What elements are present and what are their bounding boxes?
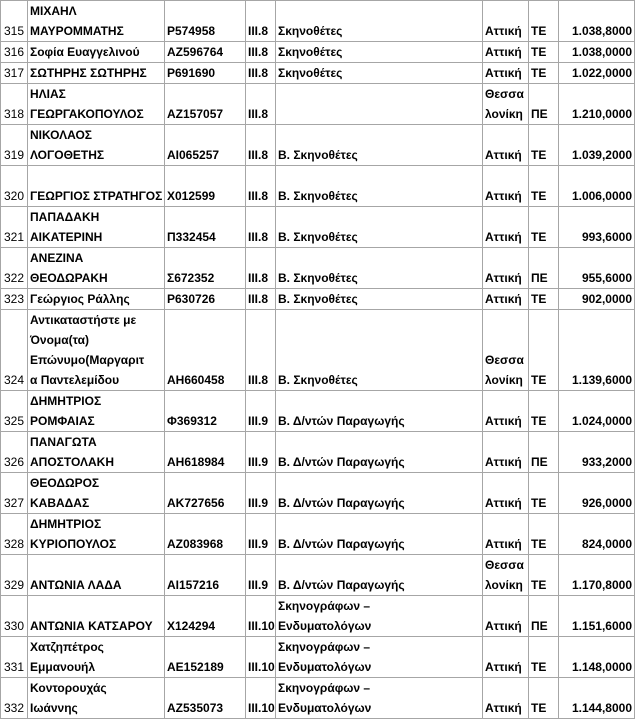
- region-cell-line: Αττική: [485, 660, 522, 674]
- level-cell: ΤΕ: [529, 125, 559, 166]
- code-cell: ΙΙΙ.8: [246, 42, 276, 63]
- name-cell-line: [30, 166, 162, 186]
- table-row: [1, 391, 635, 432]
- name-cell-line: Χατζηπέτρος: [30, 640, 104, 654]
- name-cell-line: ΜΙΧΑΗΛ: [30, 4, 77, 18]
- code-cell: ΙΙΙ.10: [246, 678, 276, 719]
- region-cell: [483, 1, 529, 42]
- score-cell: 902,0000: [559, 289, 635, 310]
- region-cell: [483, 166, 529, 207]
- name-cell: [28, 514, 165, 555]
- name-cell-line: ΑΙΚΑΤΕΡΙΝΗ: [30, 230, 103, 244]
- table-row: [1, 166, 635, 207]
- score-cell: 1.144,8000: [559, 678, 635, 719]
- score-cell: 933,2000: [559, 432, 635, 473]
- row-number: 318: [1, 84, 28, 125]
- table-row: [1, 596, 635, 637]
- name-cell: [28, 248, 165, 289]
- table-row: [1, 310, 635, 391]
- region-cell: [483, 391, 529, 432]
- specialty-cell: [276, 432, 483, 473]
- code-cell: ΙΙΙ.8: [246, 207, 276, 248]
- specialty-cell: [276, 310, 483, 391]
- name-cell-line: ΑΝΤΩΝΙΑ ΛΑΔΑ: [30, 578, 122, 592]
- name-cell: [28, 63, 165, 84]
- specialty-cell: [276, 207, 483, 248]
- region-cell-line: Αττική: [485, 24, 522, 38]
- name-cell: [28, 125, 165, 166]
- table-row: [1, 1, 635, 42]
- specialty-cell-line: Β. Δ/ντών Παραγωγής: [278, 537, 405, 551]
- name-cell: [28, 166, 165, 207]
- code-cell: ΙΙΙ.10: [246, 596, 276, 637]
- specialty-cell: [276, 166, 483, 207]
- specialty-cell: [276, 678, 483, 719]
- level-cell: ΤΕ: [529, 391, 559, 432]
- region-cell-line: Αττική: [485, 455, 522, 469]
- score-cell: 1.148,0000: [559, 637, 635, 678]
- score-cell: 1.024,0000: [559, 391, 635, 432]
- specialty-cell-line: Β. Δ/ντών Παραγωγής: [278, 414, 405, 428]
- specialty-cell: [276, 63, 483, 84]
- region-cell-line: Θεσσα: [485, 558, 524, 572]
- specialty-cell-line: Β. Σκηνοθέτες: [278, 373, 358, 387]
- specialty-cell-line: Ενδυματολόγων: [278, 660, 372, 674]
- region-cell-line: Αττική: [485, 414, 522, 428]
- name-cell-line: α Παντελεμίδου: [30, 373, 120, 387]
- specialty-cell-line: Β. Σκηνοθέτες: [278, 292, 358, 306]
- name-cell: [28, 289, 165, 310]
- specialty-cell: [276, 248, 483, 289]
- level-cell: ΤΕ: [529, 63, 559, 84]
- row-number: 319: [1, 125, 28, 166]
- region-cell-line: Αττική: [485, 230, 522, 244]
- name-cell-line: ΔΗΜΗΤΡΙΟΣ: [30, 394, 102, 408]
- specialty-cell: [276, 289, 483, 310]
- name-cell-line: ΠΑΝΑΓΩΤΑ: [30, 435, 97, 449]
- name-cell-line: ΔΗΜΗΤΡΙΟΣ: [30, 517, 102, 531]
- level-cell: ΤΕ: [529, 678, 559, 719]
- specialty-cell: [276, 84, 483, 125]
- specialty-cell-line: Σκηνογράφων –: [278, 599, 371, 613]
- score-cell: 926,0000: [559, 473, 635, 514]
- score-cell: 955,6000: [559, 248, 635, 289]
- id-cell: Χ012599: [165, 166, 246, 207]
- id-cell: ΑΙ157216: [165, 555, 246, 596]
- table-row: [1, 84, 635, 125]
- name-cell-line: ΓΕΩΡΓΙΟΣ ΣΤΡΑΤΗΓΟΣ: [30, 189, 163, 203]
- specialty-cell-line: Β. Σκηνοθέτες: [278, 189, 358, 203]
- region-cell: [483, 207, 529, 248]
- region-cell-line: λονίκη: [485, 107, 523, 121]
- specialty-cell-line: Β. Σκηνοθέτες: [278, 148, 358, 162]
- specialty-cell: [276, 637, 483, 678]
- name-cell-line: Γεώργιος Ράλλης: [30, 292, 130, 306]
- id-cell: ΑΗ660458: [165, 310, 246, 391]
- table-row: [1, 207, 635, 248]
- code-cell: ΙΙΙ.8: [246, 63, 276, 84]
- code-cell: ΙΙΙ.8: [246, 84, 276, 125]
- specialty-cell-line: Β. Δ/ντών Παραγωγής: [278, 578, 405, 592]
- score-cell: 993,6000: [559, 207, 635, 248]
- name-cell-line: ΠΑΠΑΔΑΚΗ: [30, 210, 100, 224]
- region-cell-line: Αττική: [485, 292, 522, 306]
- specialty-cell: [276, 42, 483, 63]
- specialty-cell: [276, 555, 483, 596]
- name-cell: [28, 432, 165, 473]
- region-cell: [483, 42, 529, 63]
- name-cell-line: ΘΕΟΔΩΡΑΚΗ: [30, 271, 108, 285]
- level-cell: ΠΕ: [529, 432, 559, 473]
- code-cell: ΙΙΙ.9: [246, 432, 276, 473]
- table-row: [1, 473, 635, 514]
- specialty-cell-line: Β. Σκηνοθέτες: [278, 271, 358, 285]
- score-cell: 1.022,0000: [559, 63, 635, 84]
- level-cell: ΤΕ: [529, 207, 559, 248]
- region-cell-line: Αττική: [485, 271, 522, 285]
- name-cell-line: ΗΛΙΑΣ: [30, 87, 66, 101]
- row-number: 324: [1, 310, 28, 391]
- row-number: 332: [1, 678, 28, 719]
- code-cell: ΙΙΙ.10: [246, 637, 276, 678]
- name-cell-line: ΑΝΕΖΙΝΑ: [30, 251, 84, 265]
- region-cell: [483, 248, 529, 289]
- specialty-cell-line: Σκηνογράφων –: [278, 681, 371, 695]
- id-cell: Ρ630726: [165, 289, 246, 310]
- id-cell: ΑΗ618984: [165, 432, 246, 473]
- specialty-cell: [276, 1, 483, 42]
- region-cell-line: Αττική: [485, 537, 522, 551]
- table-row: [1, 514, 635, 555]
- code-cell: ΙΙΙ.8: [246, 289, 276, 310]
- name-cell-line: Αντικαταστήστε με: [30, 313, 137, 327]
- level-cell: ΠΕ: [529, 248, 559, 289]
- name-cell-line: ΜΑΥΡΟΜΜΑΤΗΣ: [30, 24, 124, 38]
- region-cell: [483, 125, 529, 166]
- level-cell: ΤΕ: [529, 473, 559, 514]
- region-cell: [483, 289, 529, 310]
- level-cell: ΤΕ: [529, 289, 559, 310]
- row-number: 320: [1, 166, 28, 207]
- level-cell: ΤΕ: [529, 637, 559, 678]
- row-number: 329: [1, 555, 28, 596]
- id-cell: ΑΕ152189: [165, 637, 246, 678]
- table-row: [1, 42, 635, 63]
- region-cell: [483, 63, 529, 84]
- specialty-cell: [276, 125, 483, 166]
- score-cell: 1.139,6000: [559, 310, 635, 391]
- region-cell: [483, 514, 529, 555]
- region-cell: [483, 310, 529, 391]
- score-cell: 1.038,0000: [559, 42, 635, 63]
- id-cell: ΑΖ535073: [165, 678, 246, 719]
- specialty-cell-line: Ενδυματολόγων: [278, 701, 372, 715]
- table-row: [1, 555, 635, 596]
- code-cell: ΙΙΙ.8: [246, 166, 276, 207]
- id-cell: Σ672352: [165, 248, 246, 289]
- region-cell: [483, 473, 529, 514]
- id-cell: Χ124294: [165, 596, 246, 637]
- code-cell: ΙΙΙ.9: [246, 514, 276, 555]
- table-row: [1, 678, 635, 719]
- row-number: 331: [1, 637, 28, 678]
- region-cell: [483, 596, 529, 637]
- score-cell: 1.170,8000: [559, 555, 635, 596]
- id-cell: ΑΚ727656: [165, 473, 246, 514]
- region-cell-line: Αττική: [485, 148, 522, 162]
- name-cell-line: ΝΙΚΟΛΑΟΣ: [30, 128, 93, 142]
- table-row: [1, 432, 635, 473]
- name-cell: [28, 678, 165, 719]
- name-cell-line: Ιωάννης: [30, 701, 78, 715]
- table-row: [1, 125, 635, 166]
- level-cell: ΤΕ: [529, 166, 559, 207]
- name-cell-line: ΑΝΤΩΝΙΑ ΚΑΤΣΑΡΟΥ: [30, 619, 153, 633]
- specialty-cell: [276, 391, 483, 432]
- name-cell-line: ΚΑΒΑΔΑΣ: [30, 496, 90, 510]
- specialty-cell-line: Σκηνοθέτες: [278, 45, 343, 59]
- name-cell-line: Επώνυμο(Μαργαριτ: [30, 353, 145, 367]
- name-cell-line: Σοφία Ευαγγελινού: [30, 45, 140, 59]
- name-cell-line: Όνομα(τα): [30, 333, 90, 347]
- score-cell: 1.210,0000: [559, 84, 635, 125]
- code-cell: ΙΙΙ.8: [246, 125, 276, 166]
- score-cell: 1.151,6000: [559, 596, 635, 637]
- region-cell-line: Αττική: [485, 66, 522, 80]
- specialty-cell-line: Β. Δ/ντών Παραγωγής: [278, 496, 405, 510]
- id-cell: Ρ574958: [165, 1, 246, 42]
- level-cell: ΤΕ: [529, 42, 559, 63]
- score-cell: 824,0000: [559, 514, 635, 555]
- id-cell: Φ369312: [165, 391, 246, 432]
- name-cell: [28, 555, 165, 596]
- row-number: 315: [1, 1, 28, 42]
- name-cell-line: ΚΥΡΙΟΠΟΥΛΟΣ: [30, 537, 117, 551]
- region-cell: [483, 84, 529, 125]
- row-number: 330: [1, 596, 28, 637]
- name-cell: [28, 310, 165, 391]
- row-number: 322: [1, 248, 28, 289]
- name-cell-line: ΑΠΟΣΤΟΛΑΚΗ: [30, 455, 114, 469]
- table-row: [1, 248, 635, 289]
- row-number: 323: [1, 289, 28, 310]
- name-cell: [28, 84, 165, 125]
- code-cell: ΙΙΙ.9: [246, 555, 276, 596]
- code-cell: ΙΙΙ.9: [246, 473, 276, 514]
- name-cell: [28, 391, 165, 432]
- name-cell-line: [30, 555, 162, 575]
- region-cell-line: Θεσσα: [485, 87, 524, 101]
- score-cell: 1.006,0000: [559, 166, 635, 207]
- level-cell: ΤΕ: [529, 514, 559, 555]
- id-cell: ΑΖ157057: [165, 84, 246, 125]
- specialty-cell-line: [278, 104, 480, 124]
- id-cell: Π332454: [165, 207, 246, 248]
- region-cell-line: Αττική: [485, 619, 522, 633]
- score-cell: 1.038,8000: [559, 1, 635, 42]
- specialty-cell: [276, 473, 483, 514]
- name-cell: [28, 637, 165, 678]
- specialty-cell-line: Σκηνογράφων –: [278, 640, 371, 654]
- id-cell: ΑΖ083968: [165, 514, 246, 555]
- region-cell: [483, 555, 529, 596]
- level-cell: ΤΕ: [529, 1, 559, 42]
- specialty-cell-line: Ενδυματολόγων: [278, 619, 372, 633]
- table-row: [1, 63, 635, 84]
- level-cell: ΠΕ: [529, 84, 559, 125]
- region-cell-line: λονίκη: [485, 578, 523, 592]
- level-cell: ΠΕ: [529, 596, 559, 637]
- row-number: 327: [1, 473, 28, 514]
- id-cell: ΑΖ596764: [165, 42, 246, 63]
- id-cell: Ρ691690: [165, 63, 246, 84]
- name-cell-line: Εμμανουήλ: [30, 660, 96, 674]
- name-cell: [28, 473, 165, 514]
- row-number: 325: [1, 391, 28, 432]
- name-cell-line: [30, 596, 162, 616]
- row-number: 328: [1, 514, 28, 555]
- code-cell: ΙΙΙ.9: [246, 391, 276, 432]
- code-cell: ΙΙΙ.8: [246, 1, 276, 42]
- specialty-cell: [276, 514, 483, 555]
- row-number: 317: [1, 63, 28, 84]
- specialty-cell-line: Σκηνοθέτες: [278, 24, 343, 38]
- name-cell: [28, 596, 165, 637]
- name-cell-line: ΡΟΜΦΑΙΑΣ: [30, 414, 95, 428]
- name-cell: [28, 1, 165, 42]
- region-cell-line: Αττική: [485, 45, 522, 59]
- row-number: 316: [1, 42, 28, 63]
- table-body: [1, 1, 635, 719]
- region-cell-line: Αττική: [485, 701, 522, 715]
- region-cell-line: Αττική: [485, 189, 522, 203]
- name-cell-line: Κοντορουχάς: [30, 681, 107, 695]
- code-cell: ΙΙΙ.8: [246, 248, 276, 289]
- region-cell-line: λονίκη: [485, 373, 523, 387]
- level-cell: ΤΕ: [529, 310, 559, 391]
- specialty-cell: [276, 596, 483, 637]
- name-cell-line: ΘΕΟΔΩΡΟΣ: [30, 476, 100, 490]
- table-row: [1, 289, 635, 310]
- region-cell: [483, 678, 529, 719]
- name-cell: [28, 42, 165, 63]
- score-cell: 1.039,2000: [559, 125, 635, 166]
- region-cell-line: Αττική: [485, 496, 522, 510]
- region-cell: [483, 637, 529, 678]
- code-cell: ΙΙΙ.8: [246, 310, 276, 391]
- specialty-cell-line: Σκηνοθέτες: [278, 66, 343, 80]
- id-cell: ΑΙ065257: [165, 125, 246, 166]
- table-row: [1, 637, 635, 678]
- specialty-cell-line: Β. Σκηνοθέτες: [278, 230, 358, 244]
- row-number: 326: [1, 432, 28, 473]
- level-cell: ΤΕ: [529, 555, 559, 596]
- name-cell-line: ΓΕΩΡΓΑΚΟΠΟΥΛΟΣ: [30, 107, 144, 121]
- region-cell-line: Θεσσα: [485, 353, 524, 367]
- name-cell-line: ΛΟΓΟΘΕΤΗΣ: [30, 148, 105, 162]
- row-number: 321: [1, 207, 28, 248]
- name-cell-line: ΣΩΤΗΡΗΣ ΣΩΤΗΡΗΣ: [30, 66, 147, 80]
- region-cell: [483, 432, 529, 473]
- specialty-cell-line: Β. Δ/ντών Παραγωγής: [278, 455, 405, 469]
- name-cell: [28, 207, 165, 248]
